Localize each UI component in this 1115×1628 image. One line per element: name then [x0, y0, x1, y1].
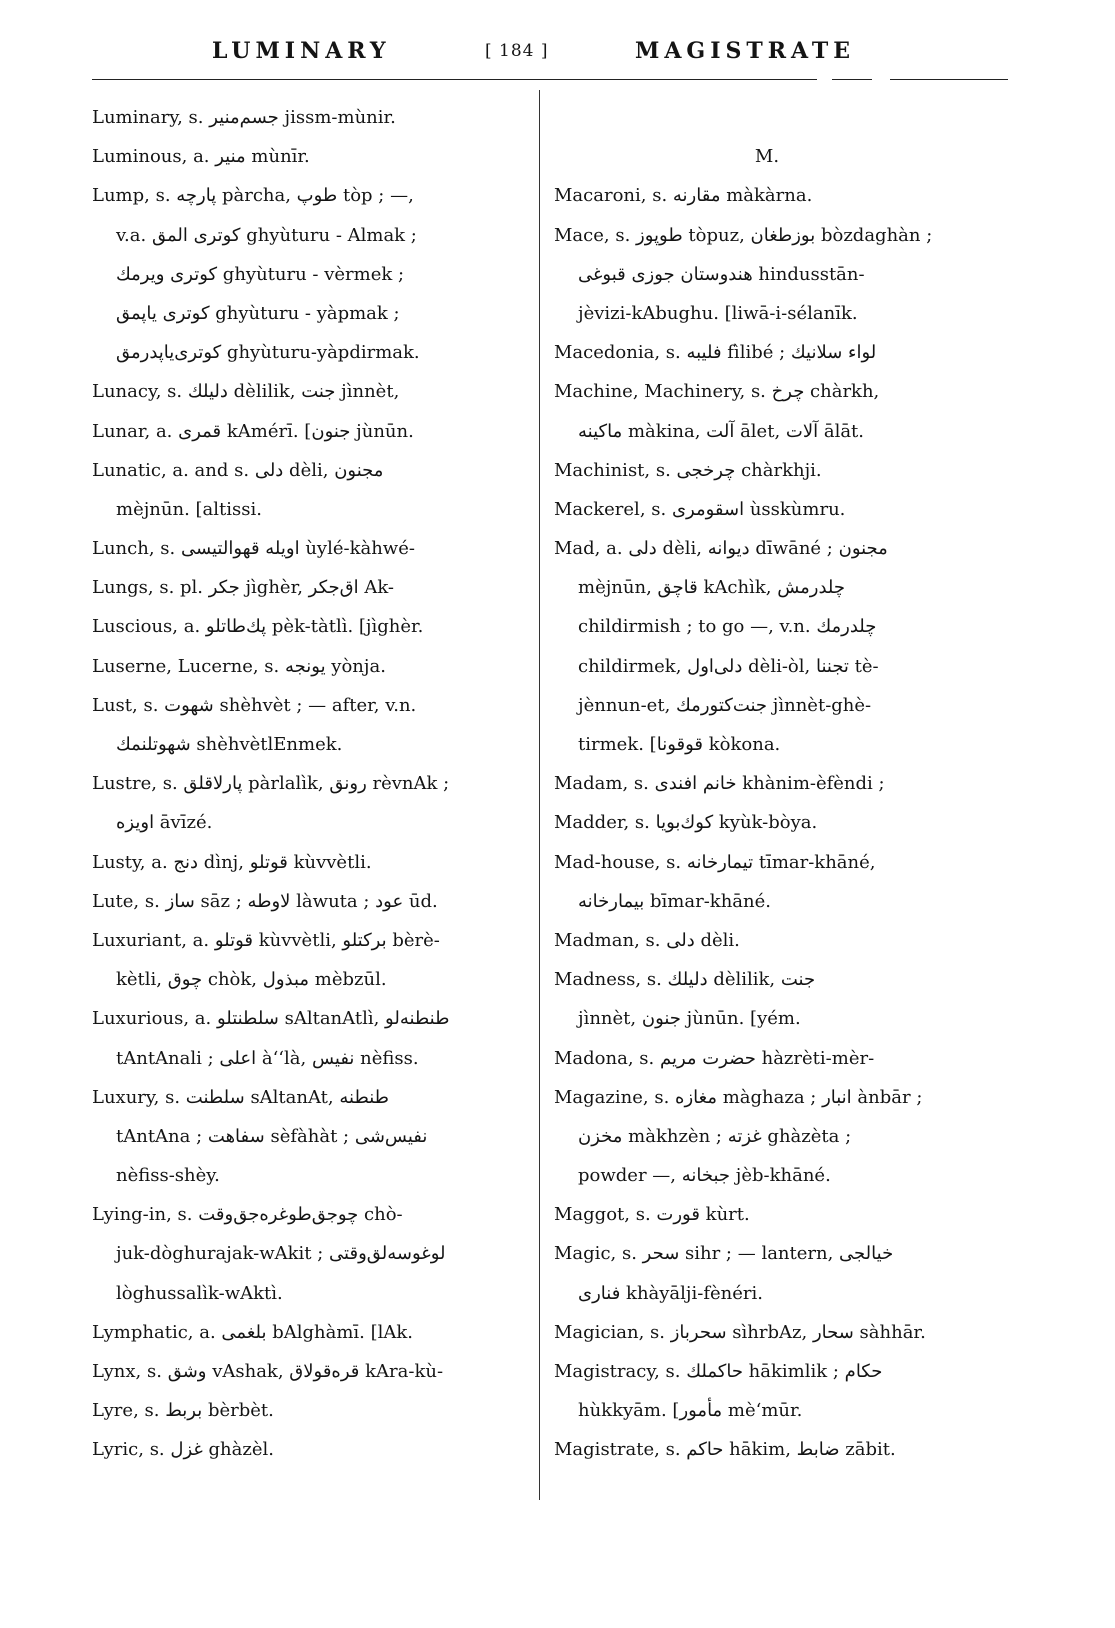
dictionary-entry-line: [554, 98, 1010, 137]
dictionary-entry-line: jèvizi-kAbughu. [liwā-i-sélanīk.: [578, 302, 858, 324]
dictionary-entry-line: Lyre, s. بربط bèrbèt.: [92, 1400, 274, 1422]
dictionary-entry-line: Madam, s. خانم افندى khànim-èfèndi ;: [554, 773, 885, 795]
dictionary-entry-line: Luminary, s. جسم‌منير jissm-mùnir.: [92, 107, 396, 128]
dictionary-entry-line: Lustre, s. پارلاقلق pàrlalìk, رونق rèvnAk ;: [92, 773, 450, 795]
dictionary-entry-line: Magician, s. سحرباز sìhrbAz, سحار sàhhār.: [554, 1321, 926, 1343]
dictionary-entry-line: Lute, s. ساز sāz ; لاوطه làwuta ; عود ūd.: [92, 890, 438, 912]
dictionary-entry-line: Mad-house, s. تيمارخانه tīmar-khāné,: [554, 851, 876, 873]
dictionary-entry-line: kètli, چوق chòk, مبذول mèbzūl.: [116, 969, 387, 991]
dictionary-entry-line: Madness, s. دليلك dèlilik, جنت: [554, 969, 816, 991]
dictionary-entry-line: hùkkyām. [مأمور mè‘mūr.: [578, 1400, 803, 1422]
dictionary-entry-line: Lungs, s. pl. جكر jìghèr, اق‌جكر Ak-: [92, 577, 395, 599]
dictionary-entry-line: M.: [754, 146, 780, 168]
dictionary-entry-line: Lunacy, s. دليلك dèlilik, جنت jìnnèt,: [92, 381, 400, 403]
dictionary-entry-line: Magic, s. سحر sihr ; — lantern, خيالجى: [554, 1243, 894, 1265]
dictionary-entry-line: Macedonia, s. فليبه fìlibé ; لواء سلانيك: [554, 342, 877, 364]
dictionary-entry-line: Luxury, s. سلطنت sAltanAt, طنطنه: [92, 1086, 389, 1108]
dictionary-entry-line: Luserne, Lucerne, s. يونجه yònja.: [92, 655, 386, 677]
dictionary-entry-line: Lusty, a. دنج dìnj, قوتلو kùvvètli.: [92, 851, 372, 873]
dictionary-entry-line: Magazine, s. مغازه màghaza ; انبار ànbār ;: [554, 1086, 923, 1108]
dictionary-entry-line: tirmek. [قوقونا kòkona.: [578, 734, 781, 755]
header-first-word: LUMINARY: [212, 38, 391, 64]
dictionary-entry-line: فنارى khàyālji-fènéri.: [578, 1282, 763, 1304]
dictionary-entry-line: nèfiss-shèy.: [116, 1165, 220, 1187]
dictionary-entry-line: Lunatic, a. and s. دلى dèli, مجنون: [92, 459, 384, 481]
dictionary-entry-line: Mad, a. دلى dèli, ديوانه dīwāné ; مجنون: [554, 538, 888, 560]
page-number: [ 184 ]: [485, 41, 549, 61]
header-last-word: MAGISTRATE: [635, 38, 856, 64]
dictionary-entry-line: Madona, s. حضرت مريم hàzrèti-mèr-: [554, 1047, 875, 1069]
dictionary-entry-line: Machine, Machinery, s. چرخ chàrkh,: [554, 381, 880, 403]
dictionary-entry-line: childirmish ; to go —, v.n. چلدرمك: [578, 616, 877, 638]
dictionary-entry-line: مخزن màkhzèn ; غزته ghàzèta ;: [578, 1125, 852, 1147]
dictionary-entry-line: بيمارخانه bīmar-khāné.: [578, 890, 771, 912]
header-rule-segment: [890, 79, 1008, 80]
header-rule-segment: [832, 79, 872, 80]
dictionary-entry-line: اويزه āvīzé.: [116, 812, 213, 834]
dictionary-entry-line: Mackerel, s. اسقومرى ùsskùmru.: [554, 498, 846, 520]
dictionary-entry-line: Lyric, s. غزل ghàzèl.: [92, 1439, 274, 1461]
header-rule: [92, 79, 817, 80]
dictionary-entry-line: Madman, s. دلى dèli.: [554, 929, 740, 951]
dictionary-entry-line: Magistrate, s. حاكم hākim, ضابط zābit.: [554, 1439, 896, 1461]
running-header: [90, 38, 1010, 62]
dictionary-entry-line: jìnnèt, جنون jùnūn. [yém.: [578, 1008, 801, 1030]
dictionary-entry-line: lòghussalìk-wAktì.: [116, 1282, 283, 1304]
dictionary-entry-line: childirmek, دلى‌اول dèli-òl, تجننا tè-: [578, 655, 879, 677]
dictionary-entry-line: هندوستان جوزى قبوغى hindusstān-: [578, 263, 865, 285]
dictionary-entry-line: Lunch, s. اويله قهوالتيسى ùylé-kàhwé-: [92, 538, 415, 560]
dictionary-entry-line: Macaroni, s. مقارنه màkàrna.: [554, 185, 813, 207]
dictionary-entry-line: Lump, s. پارچه pàrcha, طوپ tòp ; —,: [92, 185, 414, 207]
dictionary-entry-line: Mace, s. طوپوز tòpuz, بوزطغان bòzdaghàn ;: [554, 224, 933, 246]
dictionary-entry-line: tAntAnali ; اعلى à‘‘là, نفيس nèfiss.: [116, 1047, 419, 1069]
dictionary-entry-line: v.a. كوترى المق ghyùturu - Almak ;: [116, 224, 417, 246]
dictionary-entry-line: jènnun-et, جنت‌كتورمك jìnnèt-ghè-: [578, 694, 872, 716]
dictionary-entry-line: mèjnūn, قاچق kAchìk, چلدرمش: [578, 577, 846, 599]
dictionary-entry-line: Luminous, a. منير mùnīr.: [92, 146, 310, 168]
dictionary-entry-line: Lymphatic, a. بلغمى bAlghàmī. [lAk.: [92, 1321, 414, 1343]
dictionary-entry-line: Machinist, s. چرخجى chàrkhji.: [554, 459, 822, 481]
dictionary-entry-line: Lying-in, s. چوجق‌طوغره‌جق‌وقت chò-: [92, 1204, 403, 1226]
dictionary-entry-line: Lunar, a. قمرى kAmérī. [جنون jùnūn.: [92, 420, 414, 442]
dictionary-entry-line: Luscious, a. پك‌طاتلو pèk-tàtlì. [jìghèr.: [92, 616, 424, 638]
column-divider: [539, 90, 540, 1500]
dictionary-entry-line: كوترى ويرمك ghyùturu - vèrmek ;: [116, 263, 405, 285]
dictionary-entry-line: Maggot, s. قورت kùrt.: [554, 1204, 750, 1226]
dictionary-entry-line: Magistracy, s. حاكملك hākimlik ; حكام: [554, 1361, 883, 1382]
dictionary-entry-line: powder —, جبخانه jèb-khāné.: [578, 1165, 831, 1187]
dictionary-entry-line: Luxurious, a. سلطنتلو sAltanAtlì, طنطنه‌لو: [92, 1008, 450, 1030]
dictionary-entry-line: tAntAna ; سفاهت sèfàhàt ; نفيس‌شى: [116, 1125, 428, 1147]
right-column: [554, 98, 1010, 1470]
dictionary-entry-line: Madder, s. كوك‌بويا kyùk-bòya.: [554, 812, 818, 834]
dictionary-entry-line: شهوتلنمك shèhvètlEnmek.: [116, 734, 343, 755]
dictionary-entry-line: mèjnūn. [altissi.: [116, 498, 262, 520]
left-column: [92, 98, 522, 1470]
dictionary-entry-line: كوترى‌ياپدرمق ghyùturu-yàpdirmak.: [116, 342, 420, 364]
dictionary-entry-line: Lust, s. شهوت shèhvèt ; — after, v.n.: [92, 694, 417, 716]
dictionary-entry-line: juk-dòghurajak-wAkit ; لوغوسه‌لق‌وقتى: [116, 1243, 446, 1265]
dictionary-entry-line: Luxuriant, a. قوتلو kùvvètli, بركتلو bèrè-: [92, 929, 440, 951]
dictionary-entry-line: Lynx, s. وشق vAshak, قره‌قولاق kAra-kù-: [92, 1361, 444, 1382]
dictionary-entry-line: كوترى ياپمق ghyùturu - yàpmak ;: [116, 302, 400, 324]
dictionary-entry-line: ماكينه màkina, آلت ālet, آلات ālāt.: [578, 420, 865, 442]
